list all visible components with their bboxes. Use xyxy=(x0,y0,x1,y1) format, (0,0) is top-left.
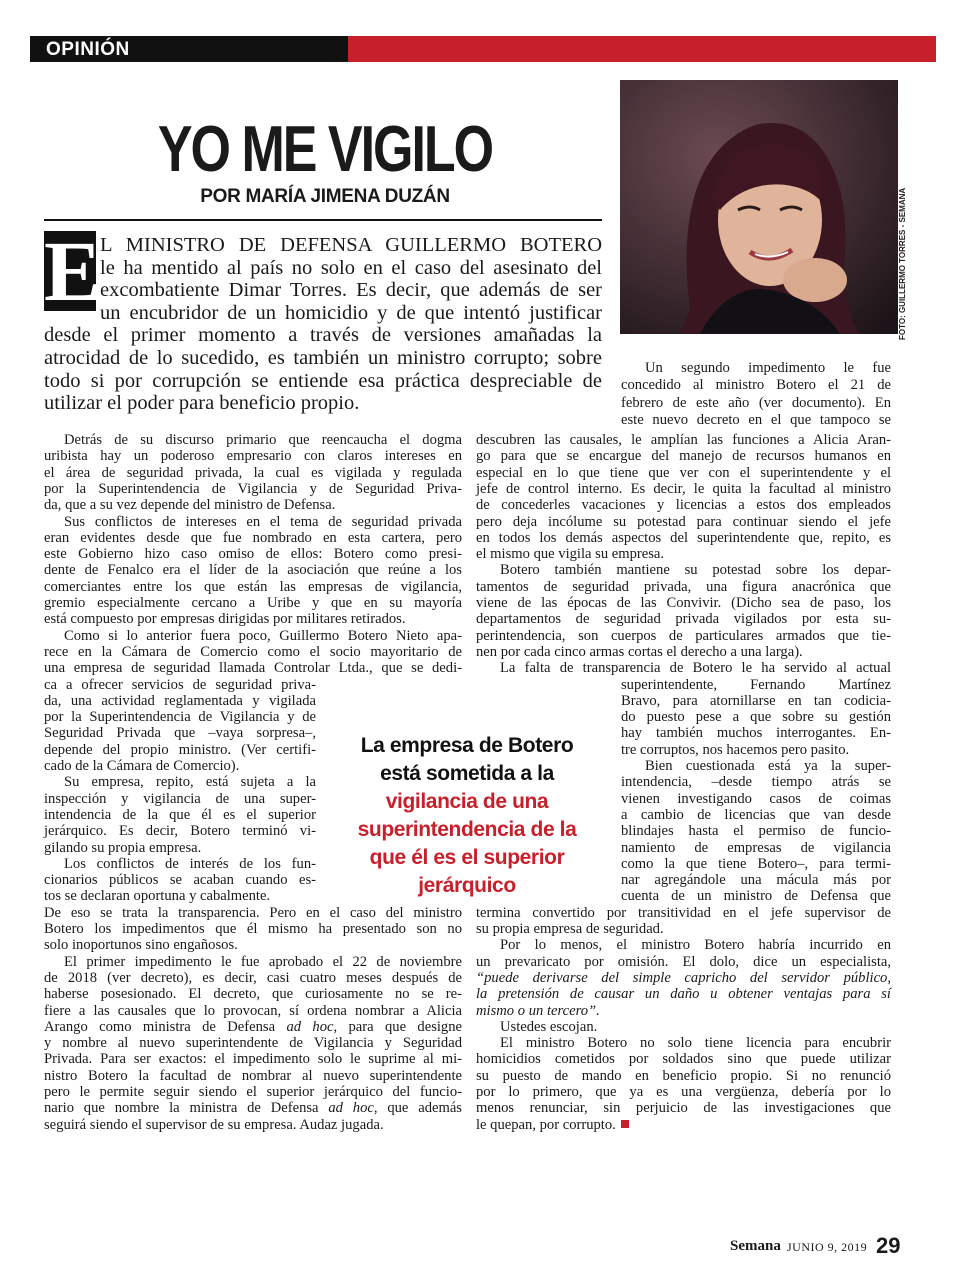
col1-line: tos se declaran oportuna y cabalmente. xyxy=(44,888,271,905)
col2-line: blindajes hasta el permiso de funcio- xyxy=(621,823,891,840)
col2-line: Por lo menos, el ministro Botero habría incurrido en xyxy=(500,937,891,954)
col1-line: Privada. Para ser exactos: el impedimento solo le suprime al mi- xyxy=(44,1051,462,1068)
col2-line: nen por cada cinco armas cortas el derecho a una larga). xyxy=(476,643,803,660)
drop-cap: E xyxy=(44,223,102,319)
col1-line: uribista hay un poderoso empresario con claros intereses en xyxy=(44,448,462,465)
col1-line: el área de seguridad privada, la cual es vigilada y regulada xyxy=(44,464,462,481)
col2-line: nar agregándole una mácula más por xyxy=(621,872,891,889)
lead-line: un encubridor de un homicidio y de que intentó justificar xyxy=(100,301,602,324)
col1-line: por la Superintendencia de Vigilancia y de Seguridad Priva- xyxy=(44,480,462,497)
col1-line: El primer impedimento le fue aprobado el 22 de noviembre xyxy=(64,953,462,970)
col1-line: nistro Botero la facultad de nombrar al nuevo superintendente xyxy=(44,1067,462,1084)
pull-quote-red-text: vigilancia de una superintendencia de la que él es el superior jerárquico xyxy=(357,790,577,897)
col2-line: Un segundo impedimento le fue xyxy=(645,360,891,376)
col2-line: de concederles vacaciones y licencias a estos dos empleados xyxy=(476,497,891,514)
byline-rule xyxy=(44,219,602,221)
section-header-bar xyxy=(30,36,936,62)
col1-line: seguirá siendo el supervisor de su empresa. Audaz jugada. xyxy=(44,1116,384,1133)
footer-date: JUNIO 9, 2019 xyxy=(787,1240,868,1254)
col2-line: este nuevo decreto en el que tampoco se xyxy=(621,411,891,428)
col2-line: go para que se encargue del manejo de recursos humanos en xyxy=(476,448,891,465)
col2-line: la pretensión de causar un daño u obtener ventajas para sí xyxy=(476,986,891,1003)
col1-line: y nombre al nuevo superintendente de Vigilancia y Seguridad xyxy=(44,1035,462,1052)
col1-line: por la Superintendencia de Vigilancia y de xyxy=(44,709,316,726)
pull-quote-black-text: La empresa de Botero está sometida a la xyxy=(360,734,574,785)
byline: POR MARÍA JIMENA DUZÁN xyxy=(200,186,450,207)
col1-line: Sus conflictos de intereses en el tema de seguridad privada xyxy=(64,513,462,530)
col1-line: ca a ofrecer servicios de seguridad priva- xyxy=(44,676,316,693)
col2-line: jefe de control interno. Es decir, le quita la facultad al ministro xyxy=(476,480,891,497)
col1-line: este Gobierno hizo caso omiso de ellos: Botero como presi- xyxy=(44,546,462,563)
col2-line: cuenta de un ministro de Defensa que xyxy=(621,888,891,905)
col2-line: pero deja incólume su potestad para continuar siendo el jefe xyxy=(476,513,891,530)
footer-brand: Semana xyxy=(730,1238,781,1254)
col1-line: Los conflictos de interés de los fun- xyxy=(64,855,316,872)
page-number: 29 xyxy=(876,1233,901,1258)
col1-line: Seguridad Privada que –vaya sorpresa–, xyxy=(44,725,316,742)
col1-line: rece en la Cámara de Comercio como el socio mayoritario de xyxy=(44,643,462,660)
col2-line: Bien cuestionada está ya la super- xyxy=(645,758,891,774)
col2-line: mismo o un tercero”. xyxy=(476,1002,600,1019)
col1-line: eran evidentes desde que fue nombrado en esta cartera, pero xyxy=(44,529,462,546)
col1-line: Su empresa, repito, está sujeta a la xyxy=(64,774,316,791)
col1-line: De eso se trata la transparencia. Pero en el caso del ministro xyxy=(44,904,462,921)
col1-line: nario que nombre la ministra de Defensa ad hoc, que además xyxy=(44,1100,462,1117)
col2-line: en todos los demás aspectos del superintendente que, repito, es xyxy=(476,529,891,546)
col1-line: da, que a su vez depende del ministro de Defensa. xyxy=(44,497,336,514)
col2-line: superintendente, Fernando Martínez xyxy=(621,676,891,693)
col2-line: vienen investigando casos de coimas xyxy=(621,790,891,807)
col2-line: El ministro Botero no solo tiene licencia para encubrir xyxy=(500,1035,891,1052)
col1-line: solo inoportunos sino engañosos. xyxy=(44,937,238,954)
col1-line: gilando su propia empresa. xyxy=(44,839,202,856)
col1-line: una empresa de seguridad llamada Controlar Ltda., que se dedi- xyxy=(44,660,462,677)
col1-line: está compuesto por empresas dirigidas por militares retirados. xyxy=(44,611,406,628)
col2-line: el mismo que vigila su empresa. xyxy=(476,546,665,563)
col2-line: le quepan, por corrupto. xyxy=(476,1117,891,1133)
lead-line: L MINISTRO DE DEFENSA GUILLERMO BOTERO xyxy=(100,234,602,256)
col1-line: Arango como ministra de Defensa ad hoc, para que designe xyxy=(44,1018,462,1035)
col2-line: perintendencia, son cuerpos de particulares armados que tie- xyxy=(476,627,891,644)
col2-line: Ustedes escojan. xyxy=(500,1018,598,1035)
lead-line: le ha mentido al país no solo en el caso del asesinato del xyxy=(100,256,602,279)
col2-line: homicidios cometidos por soldados sino que puede utilizar xyxy=(476,1051,891,1068)
lead-line: atrocidad de lo sucedido, es también un ministro corrupto; sobre xyxy=(44,347,602,369)
col1-line: Como si lo anterior fuera poco, Guillermo Botero Nieto apa- xyxy=(64,627,462,644)
col2-line: a cambio de licencias que van desde xyxy=(621,806,891,823)
article-title: YO ME VIGILO xyxy=(157,113,493,186)
col2-line: tre corruptos, nos hacemos pero pasito. xyxy=(621,741,850,758)
col1-line: Botero los impedimentos que él mismo ha presentado son no xyxy=(44,921,462,937)
col1-line: Detrás de su discurso primario que reencaucha el dogma xyxy=(64,432,462,448)
author-portrait-illustration xyxy=(620,80,898,334)
col2-line: termina convertido por transitividad en el jefe supervisor de xyxy=(476,904,891,921)
col2-line: do puesto pese a que sobre su gestión xyxy=(621,709,891,726)
col1-line: de 2018 (ver decreto), es decir, casi cuatro meses después de xyxy=(44,969,462,986)
author-photo xyxy=(620,80,898,334)
col2-line: viene de las épocas de las Convivir. (Dicho sea de paso, los xyxy=(476,595,891,611)
lead-line: todo si por corrupción se entiende esa práctica despreciable de xyxy=(44,369,602,392)
col2-line: hay también muchos interrogantes. En- xyxy=(621,725,891,742)
photo-credit: FOTO: GUILLERMO TORRES - SEMANA xyxy=(898,187,907,340)
col2-line: menos renunciar, sin perjuicio de las investigaciones que xyxy=(476,1100,891,1117)
end-mark-square xyxy=(621,1120,629,1128)
col1-line: depende del propio ministro. (Ver certifi- xyxy=(44,741,316,758)
col1-line: fiere a las causales que lo provocan, sí ordena nombrar a Alicia xyxy=(44,1002,462,1019)
col2-line: “puede derivarse del simple capricho del servidor público, xyxy=(476,969,891,986)
col2-line: Botero también mantiene su potestad sobre los depar- xyxy=(500,562,891,579)
section-label: OPINIÓN xyxy=(46,39,130,60)
col1-line: pero le permite seguir siendo el superior jerárquico del funcio- xyxy=(44,1084,462,1100)
col1-line: inspección y vigilancia de una super- xyxy=(44,790,316,807)
col1-line: jerárquico. Es decir, Botero terminó vi- xyxy=(44,823,316,840)
col1-line: haberse posesionado. El decreto, que curiosamente no se re- xyxy=(44,986,462,1003)
col2-line: intendencia, –desde tiempo atrás se xyxy=(621,774,891,791)
col1-line: intendencia de la que él es el superior xyxy=(44,806,316,823)
col2-line: febrero de este año (ver documento). En xyxy=(621,394,891,411)
col2-line: su puesto de mando en beneficio propio. Si no renunció xyxy=(476,1067,891,1084)
col2-line: un prevaricato por omisión. El dolo, dice un especialista, xyxy=(476,953,891,970)
col2-line: namiento de empresas de vigilancia xyxy=(621,839,891,856)
col1-line: dente de Fenalco era el líder de la asociación que reúne a los xyxy=(44,562,462,579)
lead-line: utilizar el poder para beneficio propio. xyxy=(44,392,360,415)
lead-line: desde el primer momento a través de versiones amañadas la xyxy=(44,324,602,347)
col2-line: su propia empresa de seguridad. xyxy=(476,921,664,937)
col2-line: descubren las causales, le amplían las funciones a Alicia Aran- xyxy=(476,432,891,448)
col1-line: comerciantes entre los que están las empresas de vigilancia, xyxy=(44,578,462,595)
col2-line: departamentos de seguridad privada vigilados por esta su- xyxy=(476,611,891,628)
lead-line: excombatiente Dimar Torres. Es decir, que además de ser xyxy=(100,279,602,302)
col1-line: da, una actividad reglamentada y vigilada xyxy=(44,692,316,709)
col2-line: como la que tiene Botero–, para termi- xyxy=(621,855,891,872)
col2-line: Bravo, para atornillarse en tan codicia- xyxy=(621,692,891,709)
col1-line: cado de la Cámara de Comercio). xyxy=(44,758,240,774)
pull-quote xyxy=(354,732,580,900)
col1-line: gremio especialmente cercano a Uribe y que en su mayoría xyxy=(44,595,462,611)
col2-line: concedido al ministro Botero el 21 de xyxy=(621,377,891,394)
col2-line: tamentos de seguridad privada, una figura anacrónica que xyxy=(476,578,891,595)
col2-line: La falta de transparencia de Botero le ha servido al actual xyxy=(500,660,891,677)
col2-line: por lo primero, que ya es una vergüenza, debería por lo xyxy=(476,1084,891,1100)
col1-line: cionarios públicos se acaban cuando es- xyxy=(44,872,316,889)
col2-line: especial en lo que tiene que ver con el superintendente y el xyxy=(476,464,891,481)
